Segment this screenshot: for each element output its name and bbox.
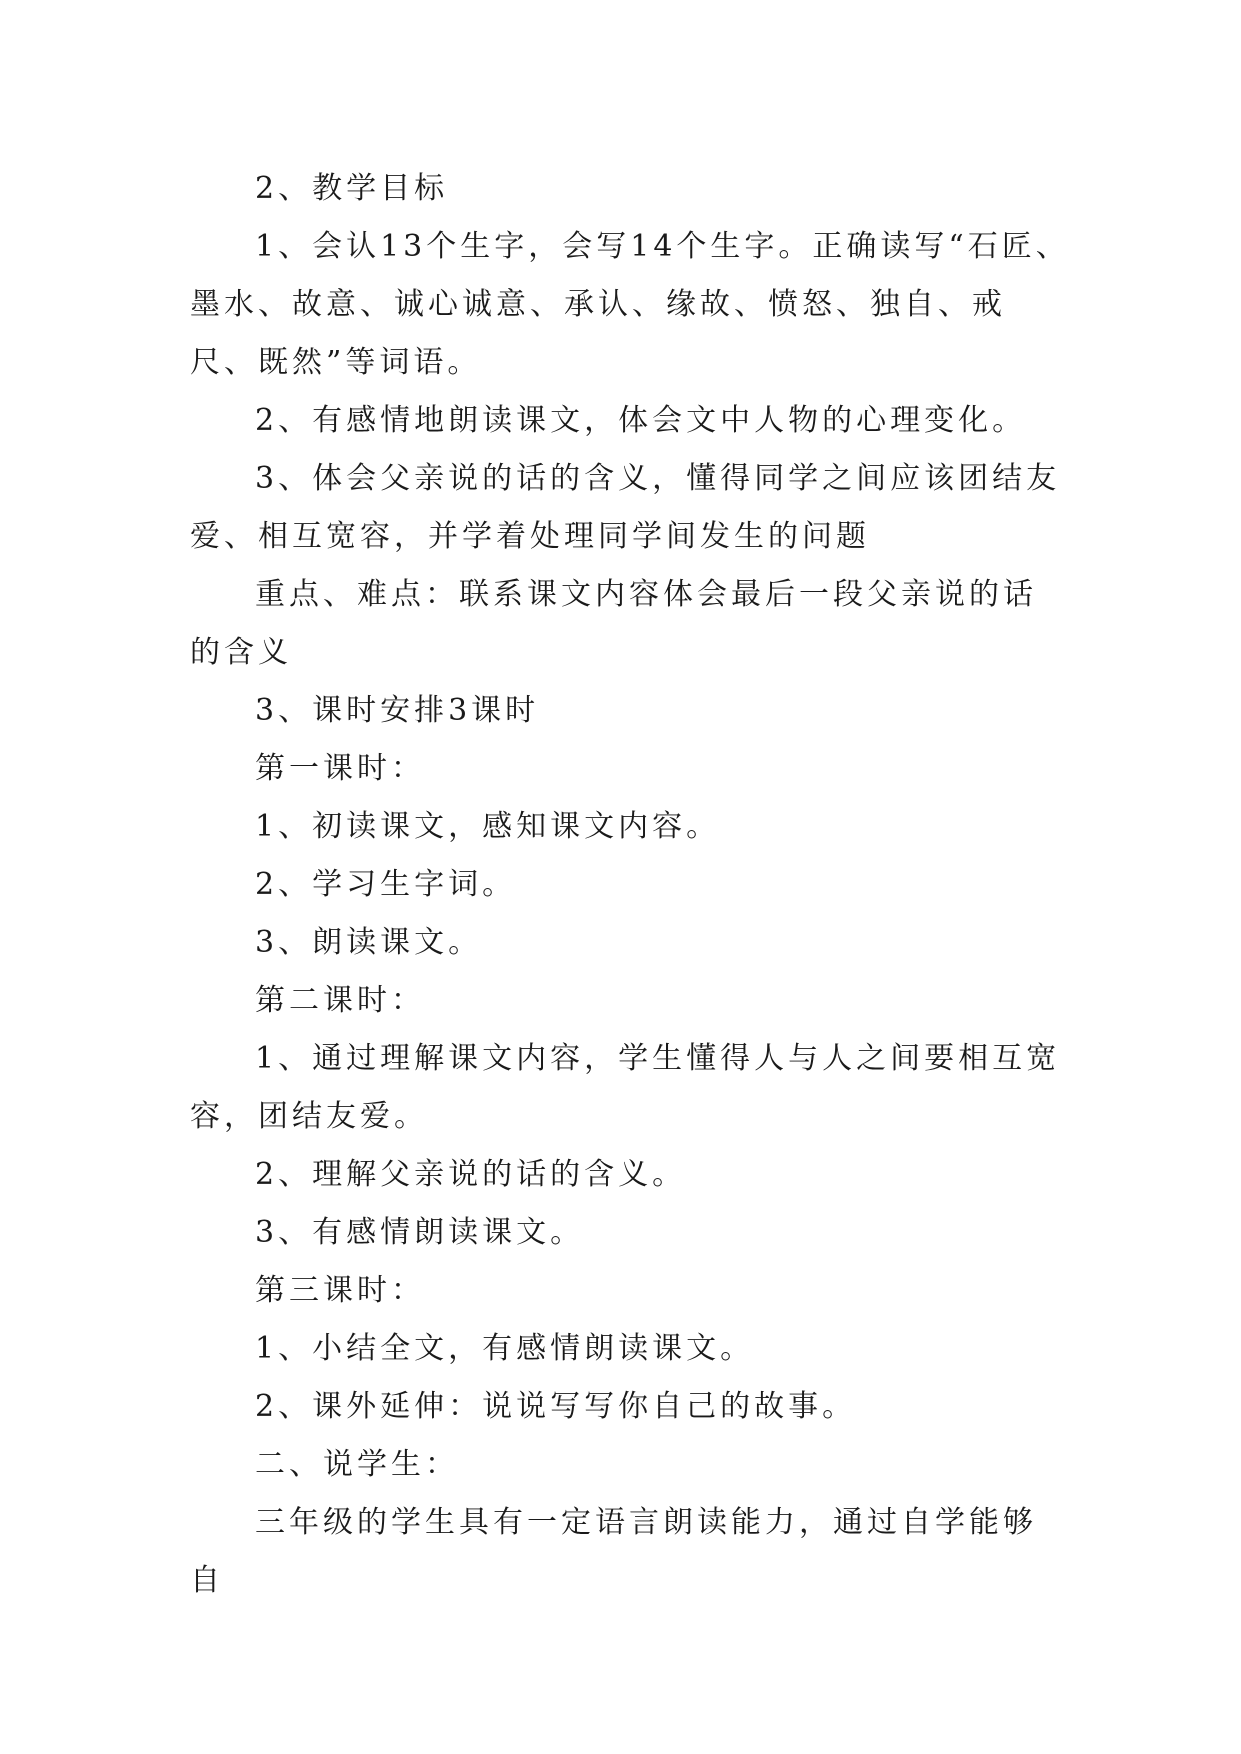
document-body: [190, 160, 1070, 1610]
paragraph-lesson-2-heading: 第二课时：: [255, 983, 425, 1018]
paragraph-lesson-2-item-1: 1、通过理解课文内容，学生懂得人与人之间要相互宽容，团结友爱。: [190, 1041, 1061, 1134]
paragraph-section-objectives-heading: 2、教学目标: [255, 171, 449, 206]
paragraph-students-description: 三年级的学生具有一定语言朗读能力，通过自学能够自: [190, 1505, 1037, 1598]
paragraph-lesson-1-heading: 第一课时：: [255, 751, 425, 786]
paragraph-objective-1: 1、会认13个生字，会写14个生字。正确读写“石匠、墨水、故意、诚心诚意、承认、缘故、愤怒、独自、戒尺、既然”等词语。: [190, 229, 1070, 380]
paragraph-objective-2: 2、有感情地朗读课文，体会文中人物的心理变化。: [255, 403, 1027, 438]
paragraph-key-points: 重点、难点：联系课文内容体会最后一段父亲说的话的含义: [190, 577, 1037, 670]
paragraph-lesson-2-item-2: 2、理解父亲说的话的含义。: [255, 1157, 687, 1192]
paragraph-lesson-1-item-3: 3、朗读课文。: [255, 925, 483, 960]
paragraph-lesson-1-item-2: 2、学习生字词。: [255, 867, 517, 902]
paragraph-lesson-3-heading: 第三课时：: [255, 1273, 425, 1308]
paragraph-section-students-heading: 二、说学生：: [255, 1447, 459, 1482]
paragraph-lesson-1-item-1: 1、初读课文，感知课文内容。: [255, 809, 721, 844]
paragraph-lesson-3-item-1: 1、小结全文，有感情朗读课文。: [255, 1331, 755, 1366]
paragraph-lesson-2-item-3: 3、有感情朗读课文。: [255, 1215, 585, 1250]
paragraph-lesson-3-item-2: 2、课外延伸：说说写写你自己的故事。: [255, 1389, 857, 1424]
paragraph-objective-3: 3、体会父亲说的话的含义，懂得同学之间应该团结友爱、相互宽容，并学着处理同学间发生的问题: [190, 461, 1061, 554]
paragraph-schedule-heading: 3、课时安排3课时: [255, 693, 540, 728]
